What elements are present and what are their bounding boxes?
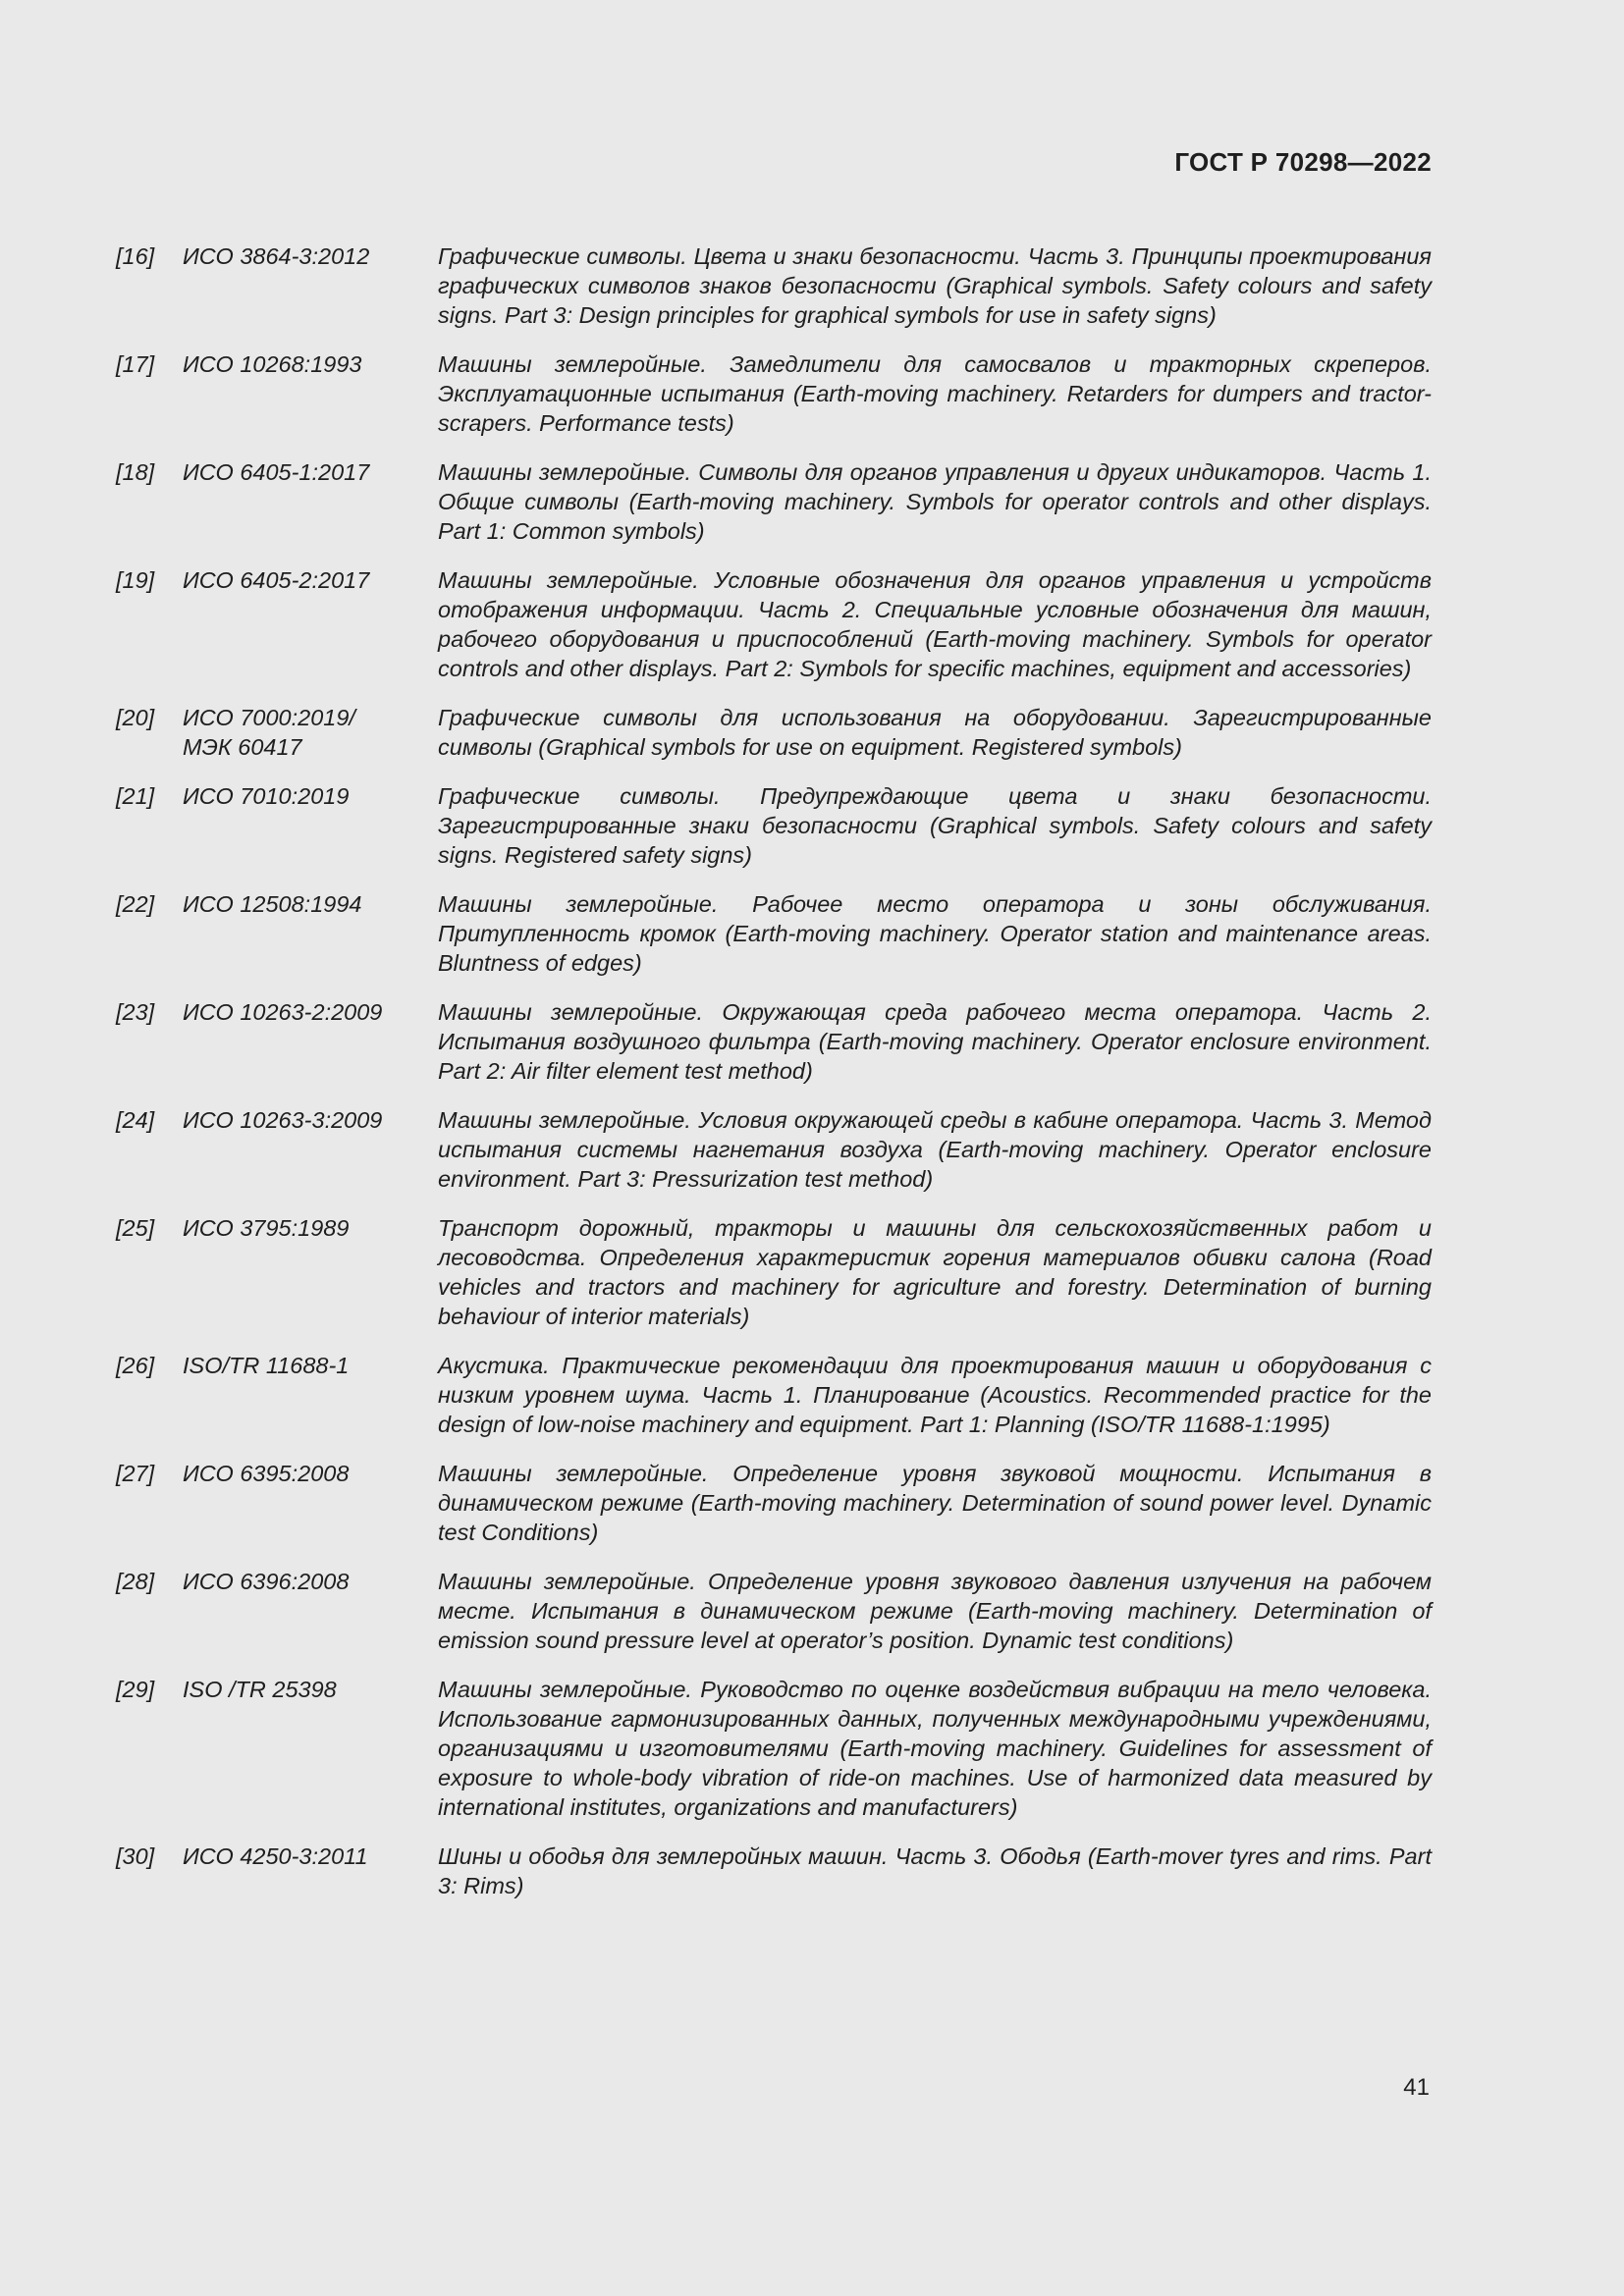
reference-title: Машины землеройные. Рабочее место оператора и зоны обслуживания. Притупленность кромок (Earth-moving machinery. Operator station and maintenance areas. Bluntness of edges) <box>438 891 1432 976</box>
reference-code <box>183 1459 438 1488</box>
reference-code-line: ИСО 10263-2:2009 <box>183 999 383 1025</box>
reference-number: [26] <box>116 1353 155 1378</box>
reference-number: [18] <box>116 459 155 485</box>
reference-title: Графические символы. Цвета и знаки безопасности. Часть 3. Принципы проектирования графических символов знаков безопасности (Graphical symbols. Safety colours and safety signs. Part 3: Design principles for graphical symbols for use in safety signs) <box>438 243 1432 328</box>
reference-number: [21] <box>116 783 155 809</box>
reference-code-line: ИСО 4250-3:2011 <box>183 1843 368 1869</box>
reference-code-line: ИСО 6396:2008 <box>183 1569 350 1594</box>
reference-title: Графические символы для использования на оборудовании. Зарегистрированные символы (Graphical symbols for use on equipment. Registered symbols) <box>438 705 1432 760</box>
reference-code-line: ИСО 3795:1989 <box>183 1215 350 1241</box>
reference-entry <box>116 781 1432 870</box>
reference-number: [28] <box>116 1569 155 1594</box>
reference-number: [30] <box>116 1843 155 1869</box>
reference-code-line: ISO/TR 11688-1 <box>183 1353 350 1378</box>
reference-code-line: ISO /TR 25398 <box>183 1677 337 1702</box>
reference-entry <box>116 889 1432 978</box>
reference-code-line: ИСО 7010:2019 <box>183 783 350 809</box>
reference-entry <box>116 349 1432 438</box>
reference-code <box>183 349 438 379</box>
reference-title: Машины землеройные. Символы для органов управления и других индикаторов. Часть 1. Общие символы (Earth-moving machinery. Symbols for operator controls and other displays. Part 1: Common symbols) <box>438 459 1432 544</box>
reference-number: [25] <box>116 1215 155 1241</box>
reference-title: Машины землеройные. Определение уровня звукового давления излучения на рабочем месте. Испытания в динамическом режиме (Earth-moving machinery. Determination of emission sound pressure level at operator’s position. Dynamic test conditions) <box>438 1569 1432 1653</box>
reference-code-line: ИСО 10268:1993 <box>183 351 362 377</box>
reference-code <box>183 565 438 595</box>
reference-code-line: ИСО 3864-3:2012 <box>183 243 370 269</box>
reference-number: [29] <box>116 1677 155 1702</box>
reference-title: Транспорт дорожный, тракторы и машины для сельскохозяйственных работ и лесоводства. Определения характеристик горения материалов обивки салона (Road vehicles and tractors and machinery for agriculture and forestry. Determination of burning behaviour of interior materials) <box>438 1215 1432 1329</box>
reference-entry <box>116 1459 1432 1547</box>
reference-title: Машины землеройные. Условные обозначения для органов управления и устройств отображения информации. Часть 2. Специальные условные обозначения для машин, рабочего оборудования и приспособлений (Earth-moving machinery. Symbols for operator controls and other displays. Part 2: Symbols for specific machines, equipment and accessories) <box>438 567 1432 681</box>
reference-code-line: ИСО 12508:1994 <box>183 891 362 917</box>
reference-code <box>183 1105 438 1135</box>
reference-title: Машины землеройные. Условия окружающей среды в кабине оператора. Часть 3. Метод испытания системы нагнетания воздуха (Earth-moving machinery. Operator enclosure environment. Part 3: Pressurization test method) <box>438 1107 1432 1192</box>
reference-code <box>183 1842 438 1871</box>
reference-entry <box>116 703 1432 762</box>
reference-entry <box>116 241 1432 330</box>
reference-entry <box>116 565 1432 683</box>
reference-title: Шины и ободья для землеройных машин. Часть 3. Ободья (Earth-mover tyres and rims. Part 3: Rims) <box>438 1843 1432 1898</box>
page-number: 41 <box>1403 2074 1430 2101</box>
reference-code-line: ИСО 6405-2:2017 <box>183 567 370 593</box>
reference-number: [22] <box>116 891 155 917</box>
reference-code <box>183 1351 438 1380</box>
reference-code <box>183 1213 438 1243</box>
reference-title: Машины землеройные. Руководство по оценке воздействия вибрации на тело человека. Использование гармонизированных данных, полученных международными учреждениями, организациями и изготовителями (Earth-moving machinery. Guidelines for assessment of exposure to whole-body vibration of ride-on machines. Use of harmonized data measured by international institutes, organizations and manufacturers) <box>438 1677 1432 1820</box>
reference-number: [27] <box>116 1461 155 1486</box>
reference-code <box>183 781 438 811</box>
reference-number: [16] <box>116 243 155 269</box>
reference-code-line: ИСО 6405-1:2017 <box>183 459 370 485</box>
reference-entry <box>116 1842 1432 1900</box>
reference-code-line: ИСО 7000:2019/ <box>183 705 355 730</box>
reference-number: [23] <box>116 999 155 1025</box>
reference-title: Акустика. Практические рекомендации для проектирования машин и оборудования с низким уровнем шума. Часть 1. Планирование (Acoustics. Recommended practice for the design of low-noise machinery and equipment. Part 1: Planning (ISO/TR 11688-1:1995) <box>438 1353 1432 1437</box>
reference-code <box>183 703 438 762</box>
reference-code <box>183 241 438 271</box>
reference-title: Машины землеройные. Замедлители для самосвалов и тракторных скреперов. Эксплуатационные испытания (Earth-moving machinery. Retarders for dumpers and tractor-scrapers. Performance tests) <box>438 351 1432 436</box>
reference-code-line: ИСО 6395:2008 <box>183 1461 350 1486</box>
reference-entry <box>116 1105 1432 1194</box>
reference-code <box>183 889 438 919</box>
reference-number: [20] <box>116 705 155 730</box>
reference-title: Машины землеройные. Окружающая среда рабочего места оператора. Часть 2. Испытания воздушного фильтра (Earth-moving machinery. Operator enclosure environment. Part 2: Air filter element test method) <box>438 999 1432 1084</box>
reference-code <box>183 457 438 487</box>
reference-entry <box>116 1675 1432 1822</box>
reference-code <box>183 1567 438 1596</box>
reference-number: [24] <box>116 1107 155 1133</box>
reference-entry <box>116 997 1432 1086</box>
reference-number: [19] <box>116 567 155 593</box>
bibliography-list <box>116 241 1432 1920</box>
reference-title: Графические символы. Предупреждающие цвета и знаки безопасности. Зарегистрированные знаки безопасности (Graphical symbols. Safety colours and safety signs. Registered safety signs) <box>438 783 1432 868</box>
reference-number: [17] <box>116 351 155 377</box>
reference-title: Машины землеройные. Определение уровня звуковой мощности. Испытания в динамическом режиме (Earth-moving machinery. Determination of sound power level. Dynamic test Conditions) <box>438 1461 1432 1545</box>
reference-code-line: ИСО 10263-3:2009 <box>183 1107 383 1133</box>
reference-code <box>183 1675 438 1704</box>
reference-entry <box>116 1213 1432 1331</box>
reference-entry <box>116 457 1432 546</box>
reference-entry <box>116 1567 1432 1655</box>
reference-code-line: МЭК 60417 <box>183 734 302 760</box>
reference-entry <box>116 1351 1432 1439</box>
reference-code <box>183 997 438 1027</box>
document-header-standard: ГОСТ Р 70298—2022 <box>1174 147 1432 177</box>
